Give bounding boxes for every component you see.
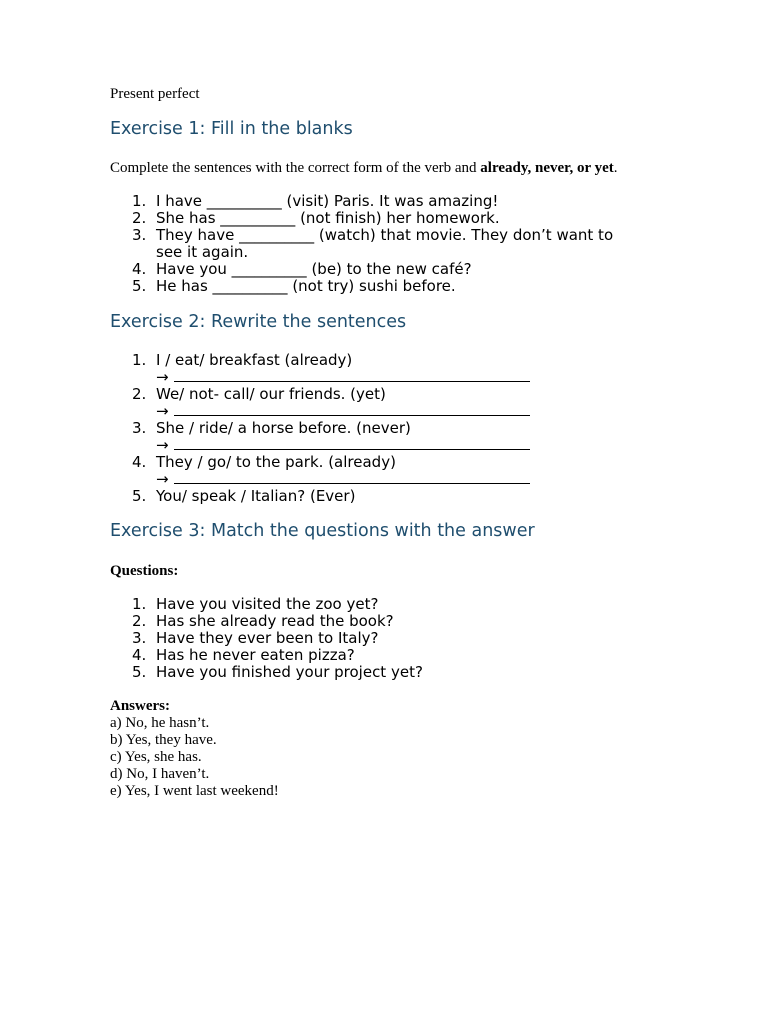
list-number: 2.: [132, 612, 147, 630]
answer-item: a) No, he hasn’t.: [110, 715, 210, 731]
answer-item: c) Yes, she has.: [110, 749, 202, 765]
list-number: 4.: [132, 453, 147, 471]
list-item-continuation: see it again.: [156, 243, 249, 261]
answer-line: [156, 471, 530, 488]
list-number: 4.: [132, 646, 147, 664]
list-item-text: He has __________ (not try) sushi before.: [156, 277, 456, 295]
answer-line: [156, 403, 530, 420]
list-item-text: Have you __________ (be) to the new café?: [156, 260, 472, 278]
blank-rule: [174, 471, 530, 484]
document-title: Present perfect: [110, 86, 200, 102]
questions-list: [110, 596, 423, 681]
list-item: [110, 227, 613, 261]
list-item: [110, 630, 423, 647]
list-item: [110, 193, 613, 210]
instruction-end: .: [613, 160, 618, 176]
list-number: 1.: [132, 595, 147, 613]
list-number: 2.: [132, 385, 147, 403]
exercise-1-heading: Exercise 1: Fill in the blanks: [110, 119, 353, 139]
answer-line: [156, 369, 530, 386]
list-item-text: She has __________ (not finish) her homework.: [156, 209, 500, 227]
list-number: 3.: [132, 419, 147, 437]
list-number: 5.: [132, 277, 147, 295]
list-item-text: I have __________ (visit) Paris. It was amazing!: [156, 192, 499, 210]
question-text: Have they ever been to Italy?: [156, 629, 379, 647]
list-item-text: She / ride/ a horse before. (never): [156, 419, 411, 437]
list-item-text: They / go/ to the park. (already): [156, 453, 396, 471]
list-item: [110, 278, 613, 295]
exercise-2-list: [110, 352, 530, 505]
exercise-3-heading: Exercise 3: Match the questions with the answer: [110, 521, 535, 541]
list-item: [110, 613, 423, 630]
blank-rule: [174, 369, 530, 382]
answers-label: Answers:: [110, 698, 170, 714]
list-item-text: You/ speak / Italian? (Ever): [156, 487, 356, 505]
list-item-text: They have __________ (watch) that movie. They don’t want to: [156, 226, 614, 244]
exercise-2-heading: Exercise 2: Rewrite the sentences: [110, 312, 407, 332]
arrow-icon: →: [156, 402, 169, 420]
list-number: 2.: [132, 209, 147, 227]
answer-line: [156, 437, 530, 454]
list-item: [110, 596, 423, 613]
list-item: [110, 352, 530, 386]
list-item-text: I / eat/ breakfast (already): [156, 351, 353, 369]
answer-item: d) No, I haven’t.: [110, 766, 210, 782]
blank-rule: [174, 403, 530, 416]
list-number: 3.: [132, 226, 147, 244]
list-item: [110, 210, 613, 227]
list-number: 5.: [132, 663, 147, 681]
list-number: 1.: [132, 351, 147, 369]
list-number: 5.: [132, 487, 147, 505]
list-number: 4.: [132, 260, 147, 278]
blank-rule: [174, 437, 530, 450]
question-text: Has he never eaten pizza?: [156, 646, 355, 664]
list-item: [110, 261, 613, 278]
question-text: Have you finished your project yet?: [156, 663, 423, 681]
answer-item: e) Yes, I went last weekend!: [110, 783, 279, 799]
question-text: Have you visited the zoo yet?: [156, 595, 379, 613]
exercise-1-list: [110, 193, 613, 295]
arrow-icon: →: [156, 436, 169, 454]
list-item: [110, 647, 423, 664]
arrow-icon: →: [156, 470, 169, 488]
instruction-text: Complete the sentences with the correct form of the verb and: [110, 160, 481, 176]
list-item: [110, 454, 530, 488]
list-item: [110, 420, 530, 454]
list-number: 1.: [132, 192, 147, 210]
instruction-bold-keywords: already, never, or yet: [480, 160, 614, 176]
answer-item: b) Yes, they have.: [110, 732, 217, 748]
answers-block: [110, 698, 279, 800]
list-number: 3.: [132, 629, 147, 647]
questions-label: Questions:: [110, 563, 179, 579]
list-item-text: We/ not- call/ our friends. (yet): [156, 385, 386, 403]
list-item: [110, 488, 530, 505]
list-item: [110, 386, 530, 420]
arrow-icon: →: [156, 368, 169, 386]
list-item: [110, 664, 423, 681]
question-text: Has she already read the book?: [156, 612, 394, 630]
exercise-1-instruction: [110, 160, 618, 177]
